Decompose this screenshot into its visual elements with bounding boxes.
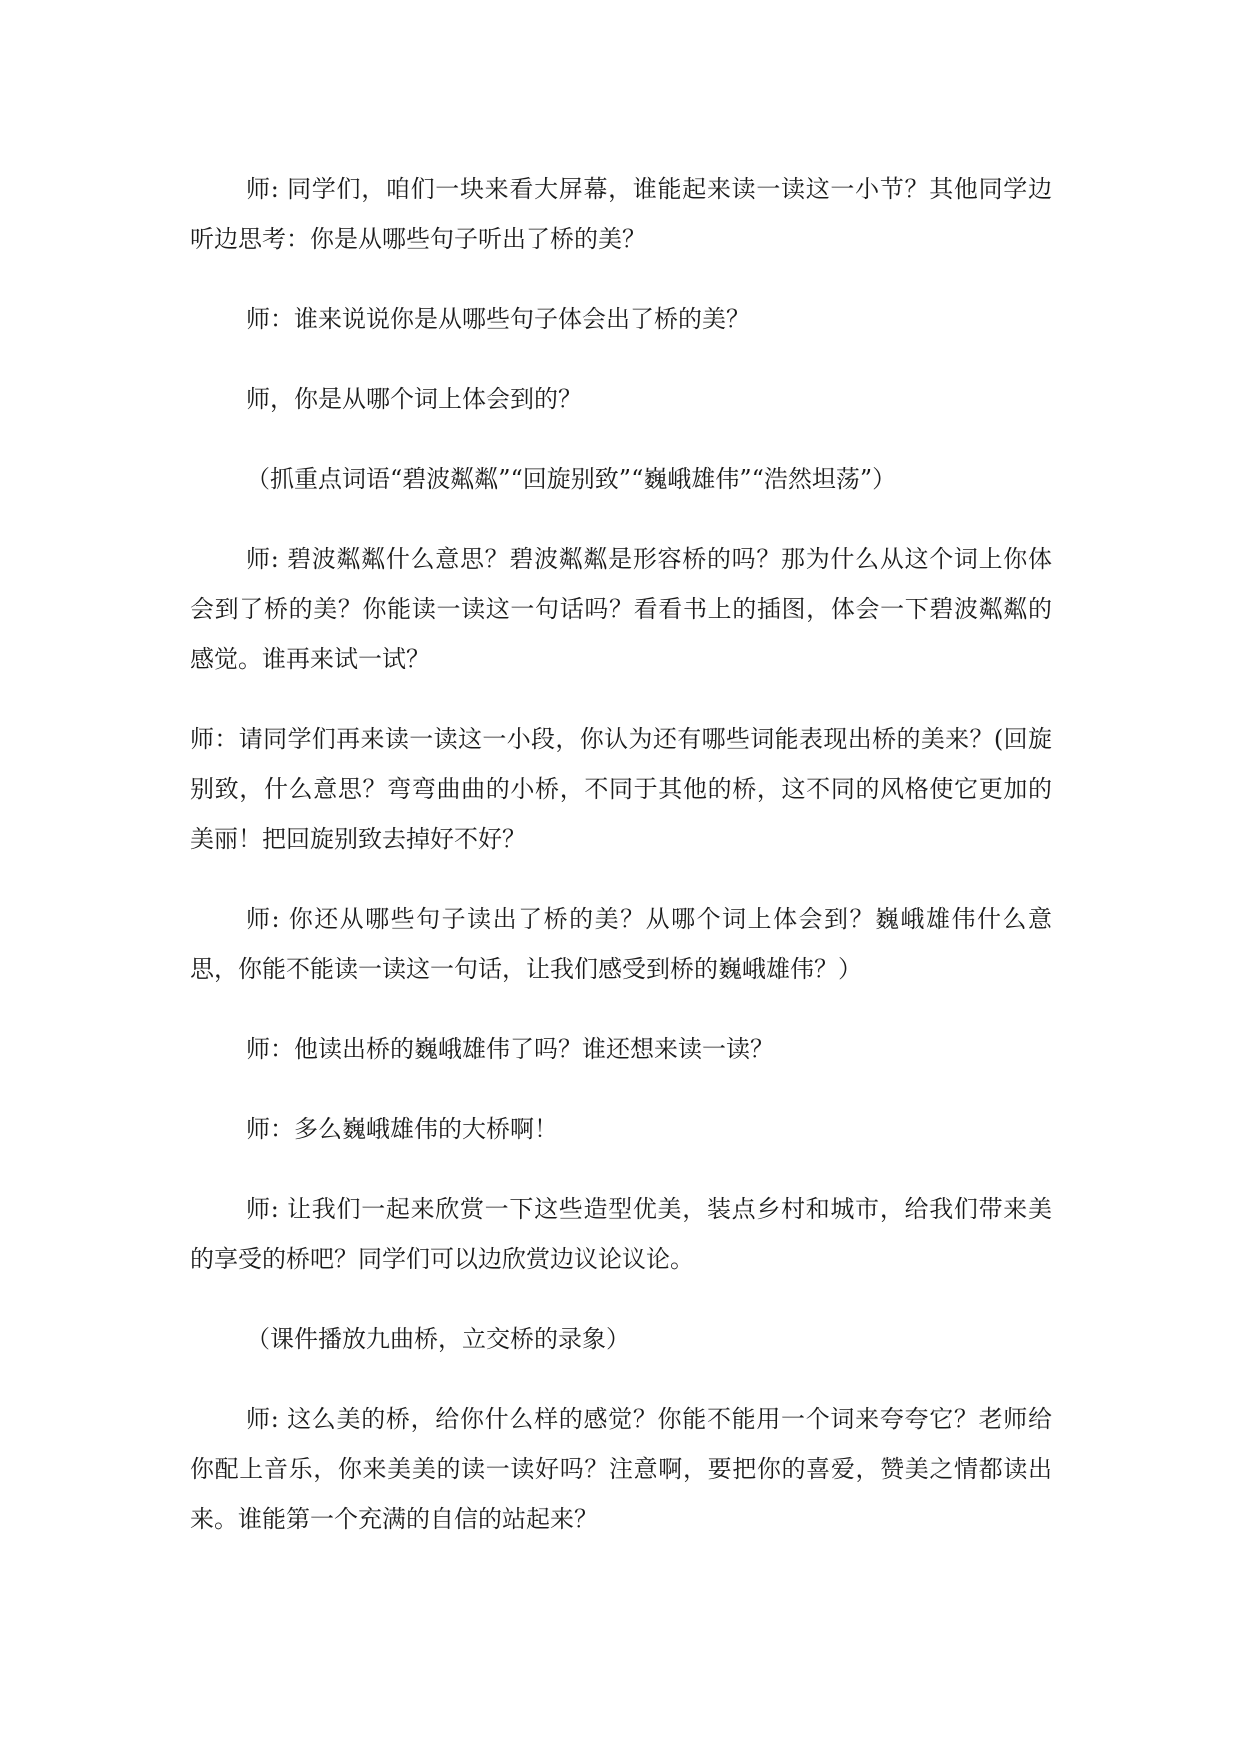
paragraph-5: 师: 碧波粼粼什么意思？碧波粼粼是形容桥的吗？那为什么从这个词上你体会到了桥的美？你能读一读这一句话吗？看看书上的插图，体会一下碧波粼粼的感觉。谁再来试一试？ [190,545,1052,673]
paragraph-4: （抓重点词语“碧波粼粼”“回旋别致”“巍峨雄伟”“浩然坦荡”） [246,465,897,493]
paragraph-3: 师，你是从哪个词上体会到的？ [246,385,582,413]
paragraph-2: 师：谁来说说你是从哪些句子体会出了桥的美？ [246,305,750,333]
paragraph-11: （课件播放九曲桥，立交桥的录象） [246,1325,630,1353]
paragraph-9: 师：多么巍峨雄伟的大桥啊！ [246,1115,558,1143]
paragraph-12: 师: 这么美的桥，给你什么样的感觉？你能不能用一个词来夸夸它？老师给你配上音乐，你来美美的读一读好吗？注意啊，要把你的喜爱，赞美之情都读出来。谁能第一个充满的自信的站起来？ [190,1405,1052,1533]
document-body [190,164,1052,1574]
paragraph-7: 师: 你还从哪些句子读出了桥的美？从哪个词上体会到？巍峨雄伟什么意思，你能不能读一读这一句话，让我们感受到桥的巍峨雄伟？） [190,905,1052,983]
paragraph-6: 师：请同学们再来读一读这一小段，你认为还有哪些词能表现出桥的美来？(回旋别致，什么意思？弯弯曲曲的小桥，不同于其他的桥，这不同的风格使它更加的美丽！把回旋别致去掉好不好？ [190,725,1052,853]
paragraph-8: 师：他读出桥的巍峨雄伟了吗？谁还想来读一读？ [246,1035,774,1063]
paragraph-10: 师: 让我们一起来欣赏一下这些造型优美，装点乡村和城市，给我们带来美的享受的桥吧？同学们可以边欣赏边议论议论。 [190,1195,1052,1273]
paragraph-1: 师: 同学们，咱们一块来看大屏幕，谁能起来读一读这一小节？其他同学边听边思考：你是从哪些句子听出了桥的美？ [190,175,1052,253]
